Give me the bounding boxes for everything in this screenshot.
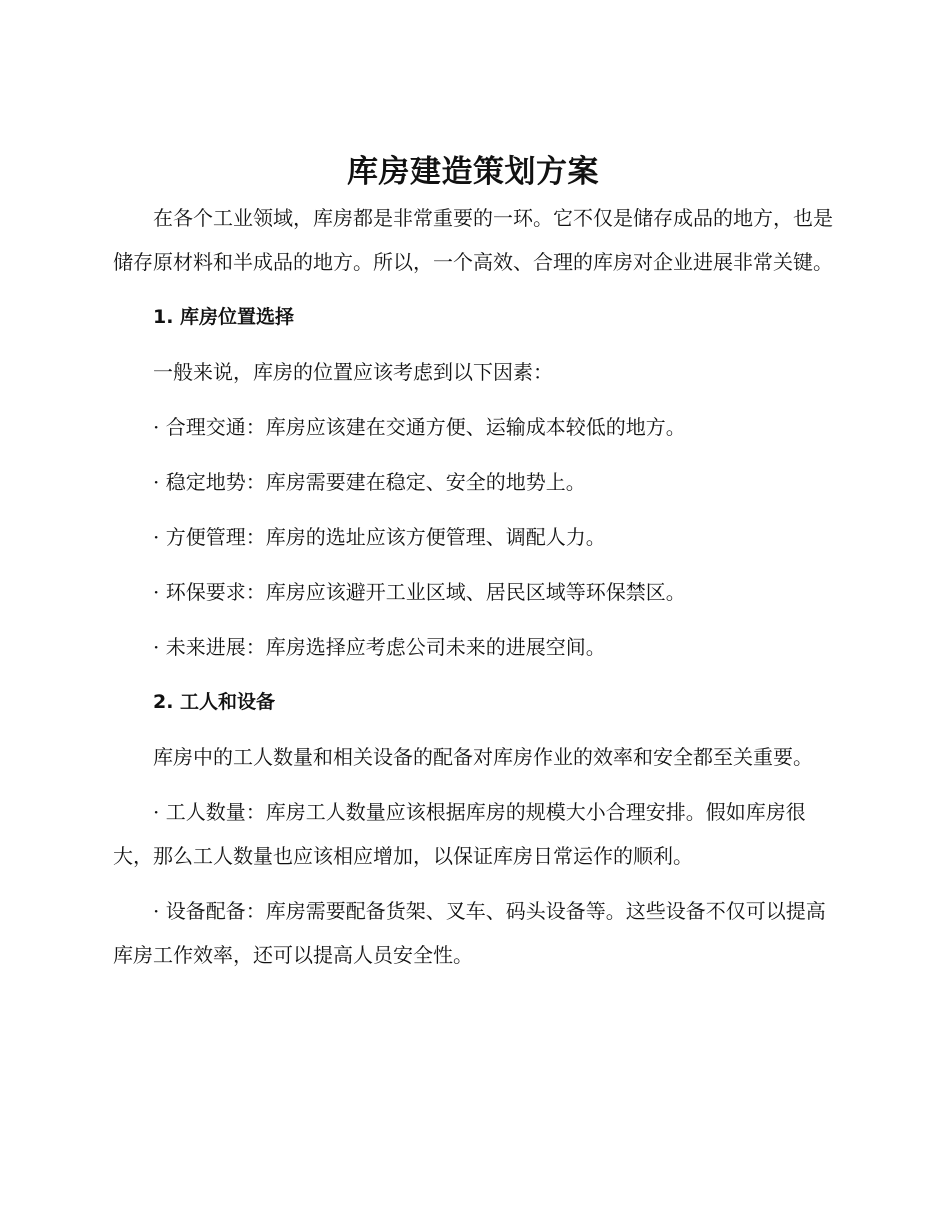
list-item-future: · 未来进展：库房选择应考虑公司未来的进展空间。 (153, 635, 606, 659)
document-body (113, 150, 833, 988)
list-item-environment: · 环保要求：库房应该避开工业区域、居民区域等环保禁区。 (153, 580, 686, 604)
section-lead-location: 一般来说，库房的位置应该考虑到以下因素： (153, 360, 553, 384)
list-item-management: · 方便管理：库房的选址应该方便管理、调配人力。 (153, 525, 606, 549)
section-heading-location: 1. 库房位置选择 (153, 306, 295, 328)
section-heading-workers: 2. 工人和设备 (153, 691, 276, 713)
section-lead-workers: 库房中的工人数量和相关设备的配备对库房作业的效率和安全都至关重要。 (153, 745, 813, 769)
list-item-equipment: · 设备配备：库房需要配备货架、叉车、码头设备等。这些设备不仅可以提高库房工作效率，还可以提高人员安全性。 (113, 899, 826, 967)
list-item-terrain: · 稳定地势：库房需要建在稳定、安全的地势上。 (153, 470, 586, 494)
page-title: 库房建造策划方案 (347, 154, 599, 190)
list-item-worker-count: · 工人数量：库房工人数量应该根据库房的规模大小合理安排。假如库房很大，那么工人数量也应该相应增加，以保证库房日常运作的顺利。 (113, 800, 806, 868)
list-item-transport: · 合理交通：库房应该建在交通方便、运输成本较低的地方。 (153, 415, 686, 439)
intro-paragraph: 在各个工业领域，库房都是非常重要的一环。它不仅是储存成品的地方，也是储存原材料和半成品的地方。所以，一个高效、合理的库房对企业进展非常关键。 (113, 206, 833, 274)
